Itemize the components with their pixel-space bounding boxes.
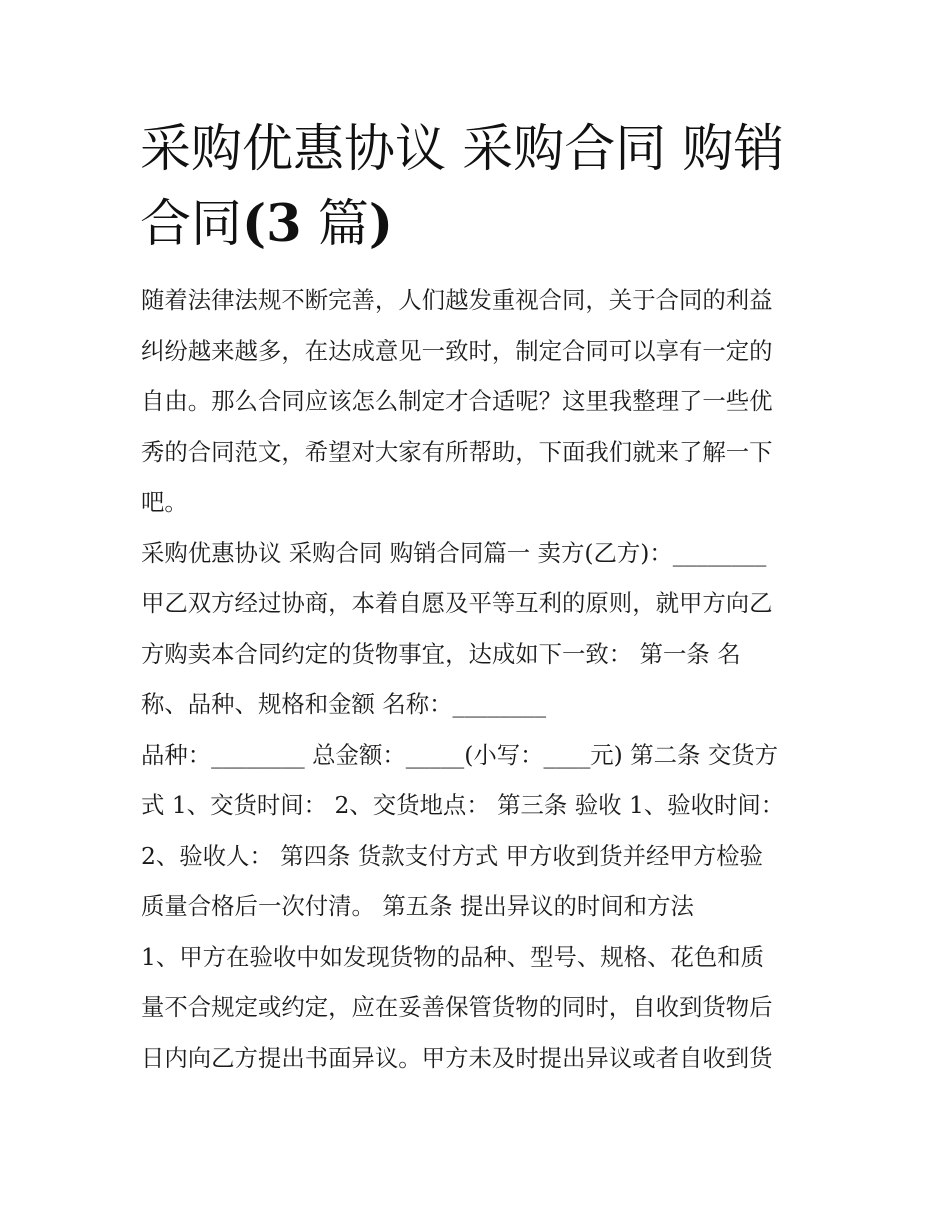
- contract-line-1: 采购优惠协议 采购合同 购销合同篇一 卖方(乙方)：________: [141, 539, 767, 567]
- contract-line-11: 日内向乙方提出书面异议。甲方未及时提出异议或者自收到货: [141, 1044, 773, 1072]
- contract-line-4: 称、品种、规格和金额 名称：________: [141, 690, 547, 718]
- contract-line-10: 量不合规定或约定，应在妥善保管货物的同时，自收到货物后: [141, 993, 773, 1021]
- contract-line-7: 2、验收人： 第四条 货款支付方式 甲方收到货并经甲方检验: [141, 842, 763, 870]
- intro-line-2: 纠纷越来越多，在达成意见一致时，制定合同可以享有一定的: [141, 337, 773, 365]
- intro-line-1: 随着法律法规不断完善，人们越发重视合同，关于合同的利益: [141, 286, 773, 314]
- contract-line-6: 式 1、交货时间： 2、交货地点： 第三条 验收 1、验收时间：: [141, 791, 785, 819]
- contract-line-8: 质量合格后一次付清。 第五条 提出异议的时间和方法: [141, 892, 694, 920]
- contract-line-9: 1、甲方在验收中如发现货物的品种、型号、规格、花色和质: [141, 943, 765, 971]
- contract-line-2: 甲乙双方经过协商，本着自愿及平等互利的原则，就甲方向乙: [141, 589, 773, 617]
- intro-line-5: 吧。: [141, 488, 188, 516]
- contract-line-3: 方购卖本合同约定的货物事宜，达成如下一致： 第一条 名: [141, 640, 741, 668]
- title-line-2-pre: 合同: [140, 195, 243, 254]
- contract-line-5: 品种：________ 总金额：_____(小写：____元) 第二条 交货方: [141, 741, 779, 769]
- title-line-2-end: ): [368, 194, 393, 254]
- title-line-2-mid: 篇: [301, 195, 369, 254]
- document-title: [140, 113, 820, 262]
- title-line-2-bold: (3: [242, 194, 302, 254]
- title-line-1: 采购优惠协议 采购合同 购销: [140, 120, 785, 179]
- intro-line-3: 自由。那么合同应该怎么制定才合适呢？这里我整理了一些优: [141, 387, 773, 415]
- intro-line-4: 秀的合同范文，希望对大家有所帮助，下面我们就来了解一下: [141, 438, 773, 466]
